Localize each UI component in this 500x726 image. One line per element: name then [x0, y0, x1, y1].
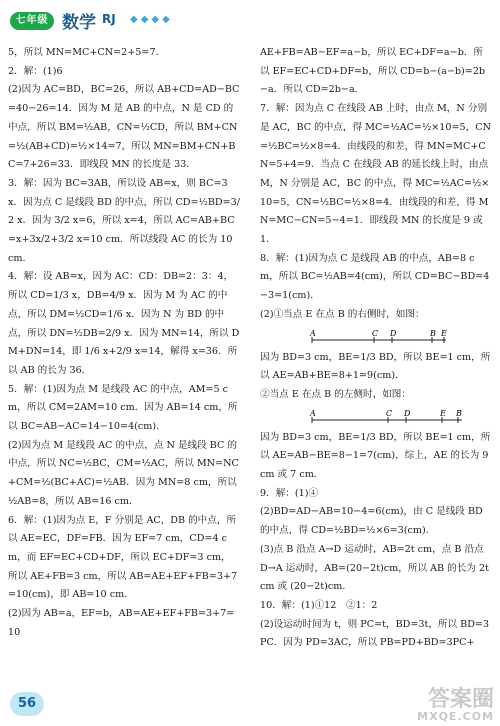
fig1-label-b: B — [430, 328, 436, 338]
fig2-label-e: E — [440, 408, 446, 418]
answer-paragraph: AE+FB=AB−EF=a−b，所以 EC+DF=a−b．所以 EF=EC+CD+DF=b，所以 CD=b−(a−b)=2b−a．所以 CD=2b−a． — [260, 47, 486, 96]
answer-paragraph: (2)BD=AD−AB=10−4=6(cm)，由 C 是线段 BD 的中点，得 CD=½BD=½×6=3(cm)． — [260, 506, 483, 537]
answer-paragraph: (2)因为 AB=a，EF=b，AB=AE+EF+FB=3+7=10 — [8, 608, 235, 638]
fig1-label-d: D — [390, 328, 397, 338]
page-header — [6, 8, 494, 34]
right-column — [260, 44, 492, 653]
fig2-label-c: C — [386, 408, 393, 418]
fig1-label-c: C — [372, 328, 379, 338]
answer-paragraph: 4．解：设 AB=x，因为 AC：CD：DB=2：3：4，所以 CD=1/3 x，DB=4/9 x．因为 M 为 AC 的中点，所以 DM=½CD=1/6 x．因为 N 为 BD 的中点，所以 DN=½DB=2/9 x．因为 MN=14，所以 DM+DN=14，即 1/6 x+2/9 x=14，解得 x=36．所以 AB 的长为 36． — [8, 271, 240, 376]
edition-label: RJ — [102, 12, 116, 26]
answer-paragraph: 7．解：因为点 C 在线段 AB 上时，由点 M，N 分别是 AC，BC 的中点，得 MC=½AC=½×10=5，CN=½BC=½×8=4．由线段的和差，得 MN=MC+CN=5+4=9．当点 C 在线段 AB 的延长线上时，由点 M，N 分别是 AC，BC 的中点，得 MC=½AC=½×10=5，CN=½BC=½×8=4．由线段的和差，得 MN=MC−CN=5−4=1．即线段 MN 的长度是 9 或 1． — [260, 103, 491, 246]
fig2-label-d: D — [404, 408, 411, 418]
segment-figure-2 — [260, 407, 492, 427]
fig2-label-a: A — [310, 408, 316, 418]
answer-paragraph: (2)因为点 M 是线段 AC 的中点，点 N 是线段 BC 的中点，所以 NC=½BC，CM=½AC，所以 MN=NC+CM=½(BC+AC)=½AB．因为 MN=8 cm，所以 ½AB=8，所以 AB=16 cm． — [8, 439, 239, 507]
answer-paragraph: (2)设运动时间为 t，则 PC=t，BD=3t，所以 BD=3PC．因为 PD=3AC，所以 PB=PD+BD=3PC+ — [260, 618, 490, 649]
left-column — [8, 44, 240, 643]
watermark-sub: MXQE.COM — [417, 710, 494, 723]
answer-paragraph: (3)点 B 沿点 A→D 运动时，AB=2t cm，点 B 沿点 D→A 运动时，AB=(20−2t)cm，所以 AB 的长为 2t cm 或 (20−2t)cm． — [260, 543, 489, 593]
answer-paragraph: 因为 BD=3 cm，BE=1/3 BD，所以 BE=1 cm，所以 AE=AB−BE=8−1=7(cm)，综上，AE 的长为 9 cm 或 7 cm． — [260, 431, 491, 481]
answer-paragraph: ②当点 E 在点 B 的左侧时，如图： — [260, 388, 411, 400]
answer-paragraph: 10．解：(1)①12 ②1：2 — [260, 599, 378, 611]
fig1-label-e: E — [441, 328, 447, 338]
answer-paragraph: 因为 BD=3 cm，BE=1/3 BD，所以 BE=1 cm，所以 AE=AB+BE=8+1=9(cm)． — [260, 351, 491, 382]
page-number: 56 — [10, 692, 44, 716]
answer-paragraph: 8．解：(1)因为点 C 是线段 AB 的中点，AB=8 cm，所以 BC=½AB=4(cm)，所以 CD=BC−BD=4−3=1(cm)． — [260, 252, 490, 302]
watermark-main: 答案圈 — [427, 687, 494, 712]
fig1-label-a: A — [310, 328, 316, 338]
watermark — [417, 689, 494, 722]
fig2-label-b: B — [456, 408, 462, 418]
segment-figure-1 — [260, 327, 492, 347]
answer-paragraph: (2)因为 AC=BD，BC=26，所以 AB+CD=AD−BC=40−26=14．因为 M 是 AB 的中点，N 是 CD 的中点，所以 BM=½AB，CN=½CD，所以 BM+CN=½(AB+CD)=½×14=7，所以 MN=BM+CN+BC=7+26=33．即线段 MN 的长度是 33． — [8, 84, 240, 171]
diamond-decoration: ◆◆◆◆ — [130, 14, 173, 25]
segment-figure-2-svg — [260, 407, 492, 427]
grade-badge: 七年级 — [10, 12, 54, 30]
answer-paragraph: 5．解：(1)因为点 M 是线段 AC 的中点，AM=5 cm，所以 CM=2AM=10 cm．因为 AB=14 cm，所以 BC=AB−AC=14−10=4(cm)． — [8, 383, 238, 433]
answer-paragraph: (2)①当点 E 在点 B 的右侧时，如图： — [260, 308, 425, 320]
subject-title: 数学 — [62, 13, 96, 33]
answer-paragraph: 2．解：(1)6 — [8, 65, 63, 77]
answer-paragraph: 5，所以 MN=MC+CN=2+5=7. — [8, 47, 159, 58]
answer-paragraph: 6．解：(1)因为点 E，F 分别是 AC，DB 的中点，所以 AE=EC，DF=FB．因为 EF=7 cm，CD=4 cm，而 EF=EC+CD+DF，所以 EC+DF=3 cm，所以 AE+FB=3 cm，所以 AB=AE+EF+FB=3+7=10(cm)，即 AB=10 cm． — [8, 514, 238, 601]
answer-paragraph: 3．解：因为 BC=3AB，所以设 AB=x，则 BC=3x．因为点 C 是线段 BD 的中点，所以 CD=½BD=3/2 x．因为 3/2 x=6，所以 x=4，所以 AC=AB+BC=x+3x/2+3/2 x=10 cm．所以线段 AC 的长为 10 cm． — [8, 177, 240, 264]
segment-figure-1-svg — [260, 327, 492, 347]
answer-paragraph: 9．解：(1)④ — [260, 487, 319, 499]
